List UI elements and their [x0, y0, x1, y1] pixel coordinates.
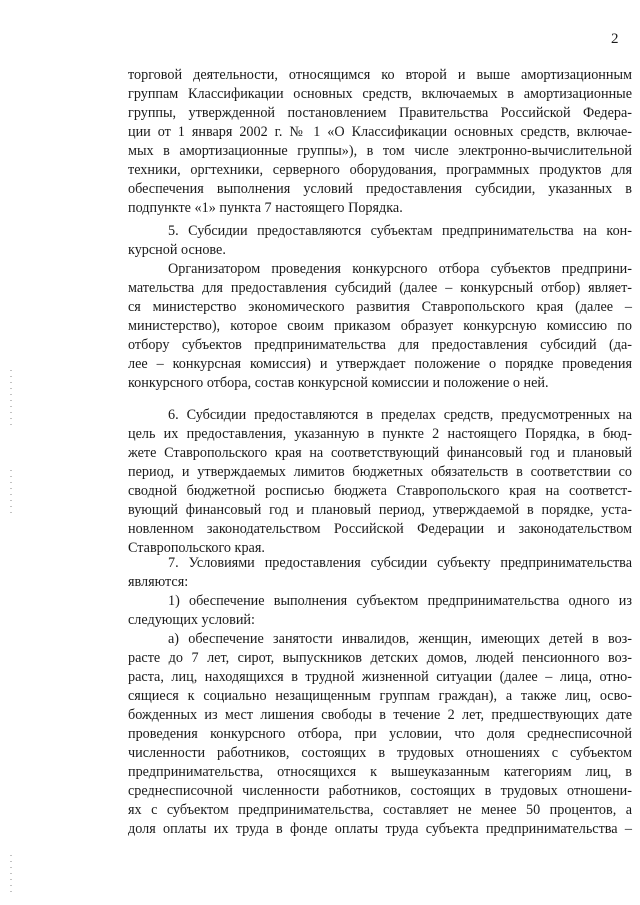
text-line: ся министерство экономического развития Ставропольского края (далее –	[128, 299, 632, 315]
text-line: вующий финансовый год и плановый период, утверждаемой в порядке, уста-	[128, 502, 632, 518]
text-line: министерство), которое своим приказом образует конкурсную комиссию по	[128, 318, 632, 334]
margin-dots	[10, 855, 12, 895]
text-line: жете Ставропольского края на соответствующий финансовый год и плановый	[128, 445, 632, 461]
text-line: ции от 1 января 2002 г. № 1 «О Классификации основных средств, включае-	[128, 124, 632, 140]
margin-dots	[10, 470, 12, 515]
text-line: обеспечения выполнения условий предоставления субсидии, указанных в	[128, 181, 632, 197]
text-line: следующих условий:	[128, 612, 255, 628]
text-line: техники, оргтехники, серверного оборудования, программных продуктов для	[128, 162, 632, 178]
text-line: мательства для предоставления субсидий (далее – конкурсный отбор) являет-	[128, 280, 632, 296]
text-line: Организатором проведения конкурсного отбора субъектов предприни-	[168, 261, 632, 277]
text-line: сводной бюджетной росписью бюджета Ставропольского края на соответст-	[128, 483, 632, 499]
text-line: а) обеспечение занятости инвалидов, женщин, имеющих детей в воз-	[168, 631, 632, 647]
text-line: среднесписочной численности работников, состоящих в трудовых отношени-	[128, 783, 632, 799]
text-line: отбору субъектов предпринимательства для предоставления субсидий (да-	[128, 337, 632, 353]
text-line: лее – конкурсная комиссия) и утверждает положение о порядке проведения	[128, 356, 632, 372]
text-line: 7. Условиями предоставления субсидии субъекту предпринимательства	[168, 555, 632, 571]
section-6	[128, 406, 632, 558]
text-line: цель их предоставления, указанную в пункте 2 настоящего Порядка, в бюд-	[128, 426, 632, 442]
text-line: новленном законодательством Российской Федерации и законодательством	[128, 521, 632, 537]
text-line: доля оплаты их труда в фонде оплаты труда субъекта предпринимательства –	[128, 821, 632, 837]
text-line: период, и утверждаемых лимитов бюджетных обязательств в соответствии со	[128, 464, 632, 480]
text-line: группам Классификации основных средств, включаемых в амортизационные	[128, 86, 632, 102]
text-line: 5. Субсидии предоставляются субъектам предпринимательства на кон-	[168, 223, 632, 239]
text-line: конкурсного отбора, состав конкурсной комиссии и положение о ней.	[128, 375, 549, 391]
text-line: численности работников, состоящих в трудовых отношениях с субъектом	[128, 745, 632, 761]
page-number: 2	[611, 31, 619, 47]
text-line: расте до 7 лет, сирот, выпускников детских домов, людей пенсионного воз-	[128, 650, 632, 666]
section-5	[128, 222, 632, 393]
text-line: подпункте «1» пункта 7 настоящего Порядка.	[128, 200, 403, 216]
text-line: проведения конкурсного отбора, при условии, что доля среднесписочной	[128, 726, 632, 742]
text-line: группы, утвержденной постановлением Правительства Российской Федера-	[128, 105, 632, 121]
text-line: торговой деятельности, относящимся ко второй и выше амортизационным	[128, 67, 632, 83]
text-line: 6. Субсидии предоставляются в пределах средств, предусмотренных на	[168, 407, 632, 423]
text-line: являются:	[128, 574, 189, 590]
text-line: курсной основе.	[128, 242, 226, 258]
section-7	[128, 554, 632, 839]
text-line: Ставропольского края.	[128, 540, 265, 556]
paragraph-continuation	[128, 66, 632, 218]
text-line: мых в амортизационные группы»), в том числе электронно-вычислительной	[128, 143, 632, 159]
text-line: ях с субъектом предпринимательства, составляет не менее 50 процентов, а	[128, 802, 632, 818]
text-line: сящиеся к социально незащищенным группам граждан), а также лиц, осво-	[128, 688, 632, 704]
text-line: предпринимательства, относящихся к вышеуказанным категориям лиц, в	[128, 764, 632, 780]
text-line: божденных из мест лишения свободы в течение 2 лет, предшествующих дате	[128, 707, 632, 723]
text-line: раста, лиц, находящихся в трудной жизненной ситуации (далее – лица, отно-	[128, 669, 632, 685]
text-line: 1) обеспечение выполнения субъектом предпринимательства одного из	[168, 593, 632, 609]
margin-dots	[10, 370, 12, 430]
